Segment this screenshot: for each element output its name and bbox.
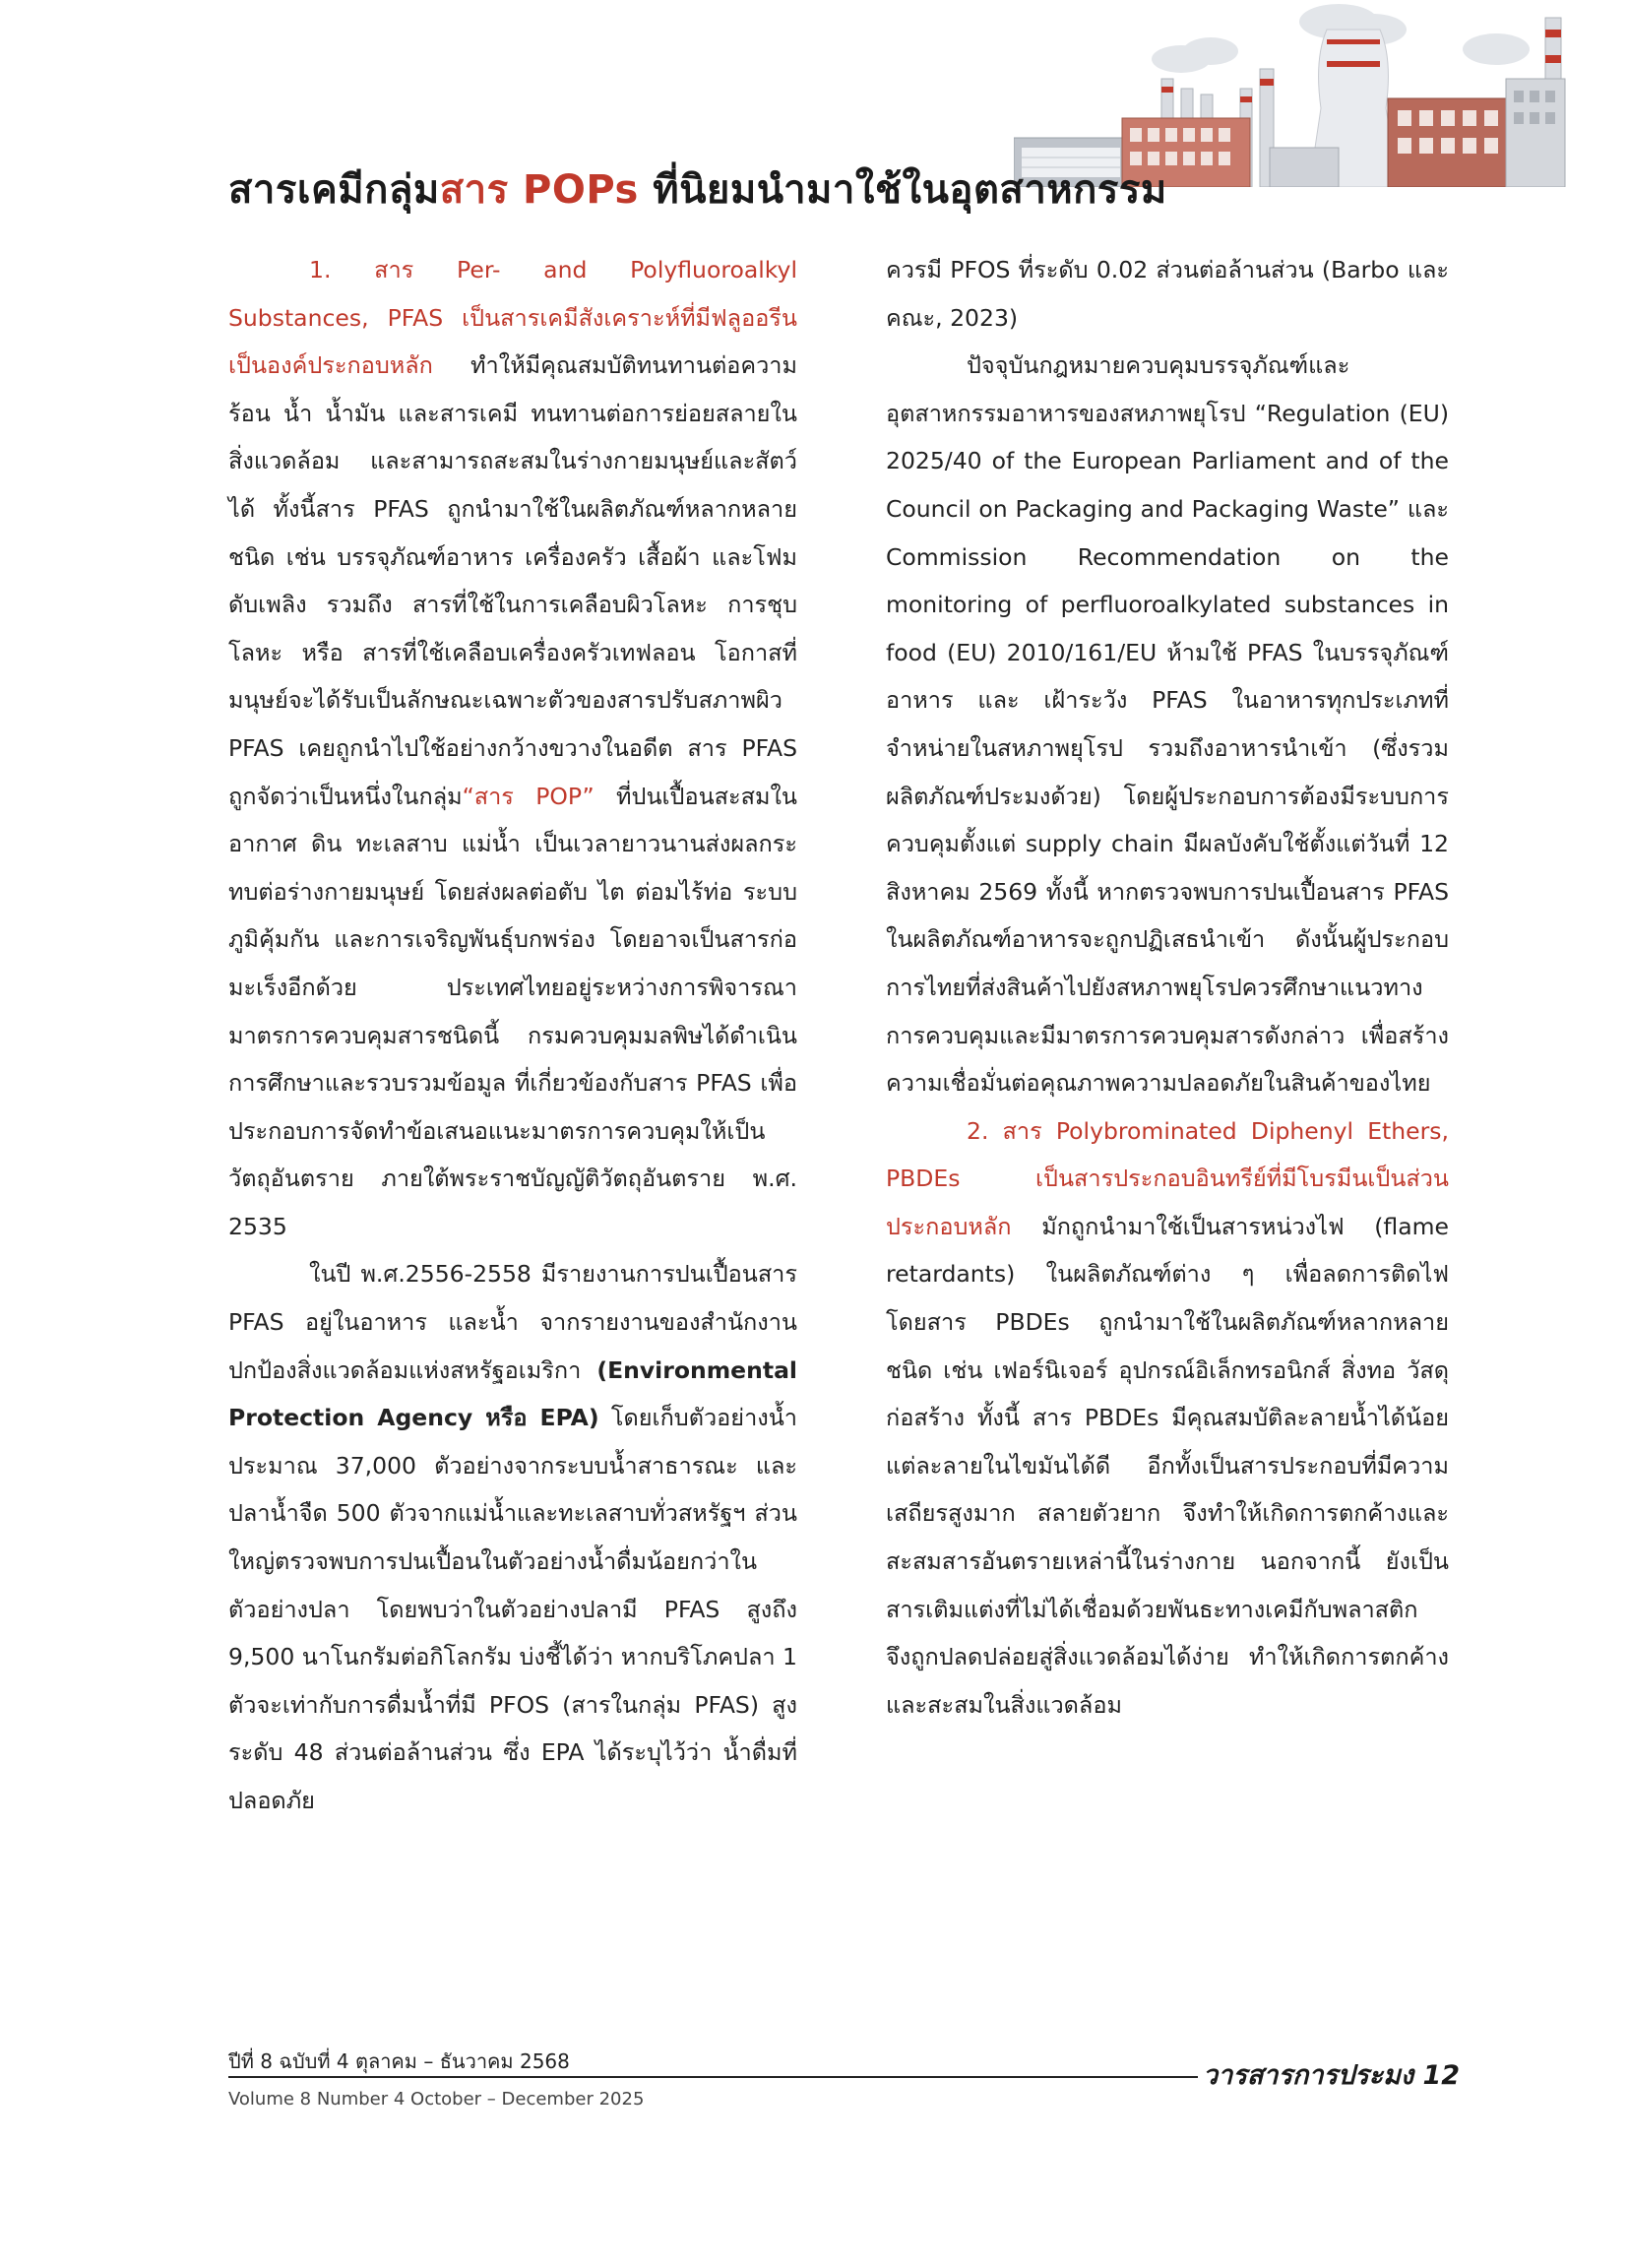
left-column	[228, 246, 797, 1825]
page-title	[228, 158, 1311, 220]
title-part2: ที่นิยมนำมาใช้ในอุตสาหกรรม	[638, 167, 1167, 213]
epa-bold-term: (Environmental Protection Agency หรือ EPA)	[228, 1355, 797, 1432]
footer-divider	[228, 2076, 1198, 2078]
paragraph-eu-regulation: ปัจจุบันกฎหมายควบคุมบรรจุภัณฑ์และอุตสาหกรรมอาหารของสหภาพยุโรป “Regulation (EU) 2025/40 of the European Parliament and of the Council on Packaging and Packaging Waste” และ Commission Recommendation on the monitoring of perfluoroalkylated substances in food (EU) 2010/161/EU ห้ามใช้ PFAS ในบรรจุภัณฑ์อาหาร และ เฝ้าระวัง PFAS ในอาหารทุกประเภทที่จำหน่ายในสหภาพยุโรป รวมถึงอาหารนำเข้า (ซึ่งรวมผลิตภัณฑ์ประมงด้วย) โดยผู้ประกอบการต้องมีระบบการควบคุมตั้งแต่ supply chain มีผลบังคับใช้ตั้งแต่วันที่ 12 สิงหาคม 2569 ทั้งนี้ หากตรวจพบการปนเปื้อนสาร PFAS ในผลิตภัณฑ์อาหารจะถูกปฏิเสธนำเข้า ดังนั้นผู้ประกอบการไทยที่ส่งสินค้าไปยังสหภาพยุโรปควรศึกษาแนวทางการควบคุมและมีมาตรการควบคุมสารดังกล่าว เพื่อสร้างความเชื่อมั่นต่อคุณภาพความปลอดภัยในสินค้าของไทย	[886, 351, 1449, 1098]
right-column	[886, 246, 1449, 1729]
footer-issue-thai: ปีที่ 8 ฉบับที่ 4 ตุลาคม – ธันวาคม 2568	[228, 2049, 570, 2073]
title-highlight: สาร POPs	[439, 167, 639, 213]
title-part1: สารเคมีกลุ่ม	[228, 167, 440, 213]
epa-body-a: ในปี พ.ศ.2556-2558 มีรายงานการปนเปื้อนสาร PFAS อยู่ในอาหาร และน้ำ จากรายงานของสำนักงานปกป้องสิ่งแวดล้อมแห่งสหรัฐอเมริกา	[228, 1260, 797, 1384]
pfas-body-cont: ที่ปนเปื้อนสะสมในอากาศ ดิน ทะเลสาบ แม่น้ำ เป็นเวลายาวนานส่งผลกระทบต่อร่างกายมนุษย์ โดยส่งผลต่อตับ ไต ต่อมไร้ท่อ ระบบภูมิคุ้มกัน และการเจริญพันธุ์บกพร่อง โดยอาจเป็นสารก่อมะเร็งอีกด้วย ประเทศไทยอยู่ระหว่างการพิจารณามาตรการควบคุมสารชนิดนี้ กรมควบคุมมลพิษได้ดำเนินการศึกษาและรวบรวมข้อมูล ที่เกี่ยวข้องกับสาร PFAS เพื่อประกอบการจัดทำข้อเสนอแนะมาตรการควบคุมให้เป็นวัตถุอันตราย ภายใต้พระราชบัญญัติวัตถุอันตราย พ.ศ. 2535	[228, 782, 797, 1240]
footer-journal-page: วารสารการประมง 12	[1203, 2060, 1461, 2091]
paragraph-pbdes	[886, 1107, 1449, 1730]
pbdes-body: มักถูกนำมาใช้เป็นสารหน่วงไฟ (flame retardants) ในผลิตภัณฑ์ต่าง ๆ เพื่อลดการติดไฟ โดยสาร PBDEs ถูกนำมาใช้ในผลิตภัณฑ์หลากหลายชนิด เช่น เฟอร์นิเจอร์ อุปกรณ์อิเล็กทรอนิกส์ สิ่งทอ วัสดุก่อสร้าง ทั้งนี้ สาร PBDEs มีคุณสมบัติละลายน้ำได้น้อย แต่ละลายในไขมันได้ดี อีกทั้งเป็นสารประกอบที่มีความเสถียรสูงมาก สลายตัวยาก จึงทำให้เกิดการตกค้างและสะสมสารอันตรายเหล่านี้ในร่างกาย นอกจากนี้ ยังเป็นสารเติมแต่งที่ไม่ได้เชื่อมด้วยพันธะทางเคมีกับพลาสติก จึงถูกปลดปล่อยสู่สิ่งแวดล้อมได้ง่าย ทำให้เกิดการตกค้างและสะสมในสิ่งแวดล้อม	[886, 1212, 1449, 1719]
paragraph-pfas	[228, 246, 797, 1250]
pfas-pop-term: “สาร POP”	[462, 782, 595, 810]
pfas-heading: 1. สาร Per- and Polyfluoroalkyl Substances, PFAS เป็นสารเคมีสังเคราะห์ที่มีฟลูออรีนเป็นองค์ประกอบหลัก	[228, 256, 797, 380]
footer-issue-english: Volume 8 Number 4 October – December 2025	[228, 2089, 645, 2110]
paragraph-epa	[228, 1250, 797, 1824]
epa-body-b: โดยเก็บตัวอย่างน้ำ ประมาณ 37,000 ตัวอย่างจากระบบน้ำสาธารณะ และปลาน้ำจืด 500 ตัวจากแม่น้ำและทะเลสาบทั่วสหรัฐฯ ส่วนใหญ่ตรวจพบการปนเปื้อนในตัวอย่างน้ำดื่มน้อยกว่าในตัวอย่างปลา โดยพบว่าในตัวอย่างปลามี PFAS สูงถึง 9,500 นาโนกรัมต่อกิโลกรัม บ่งชี้ได้ว่า หากบริโภคปลา 1 ตัวจะเท่ากับการดื่มน้ำที่มี PFOS (สารในกลุ่ม PFAS) สูงระดับ 48 ส่วนต่อล้านส่วน ซึ่ง EPA ได้ระบุไว้ว่า น้ำดื่มที่ปลอดภัย	[228, 1404, 797, 1814]
paragraph-continued: ควรมี PFOS ที่ระดับ 0.02 ส่วนต่อล้านส่วน (Barbo และคณะ, 2023)	[886, 256, 1449, 332]
pbdes-heading: 2. สาร Polybrominated Diphenyl Ethers, PBDEs เป็นสารประกอบอินทรีย์ที่มีโบรมีนเป็นส่วนประกอบหลัก	[886, 1116, 1449, 1240]
pfas-body: ทำให้มีคุณสมบัติทนทานต่อความร้อน น้ำ น้ำมัน และสารเคมี ทนทานต่อการย่อยสลายในสิ่งแวดล้อม และสามารถสะสมในร่างกายมนุษย์และสัตว์ได้ ทั้งนี้สาร PFAS ถูกนำมาใช้ในผลิตภัณฑ์หลากหลายชนิด เช่น บรรจุภัณฑ์อาหาร เครื่องครัว เสื้อผ้า และโฟมดับเพลิง รวมถึง สารที่ใช้ในการเคลือบผิวโลหะ การชุบโลหะ หรือ สารที่ใช้เคลือบเครื่องครัวเทฟลอน โอกาสที่มนุษย์จะได้รับเป็นลักษณะเฉพาะตัวของสารปรับสภาพผิว PFAS เคยถูกนำไปใช้อย่างกว้างขวางในอดีต สาร PFAS ถูกจัดว่าเป็นหนึ่งในกลุ่ม	[228, 351, 797, 810]
